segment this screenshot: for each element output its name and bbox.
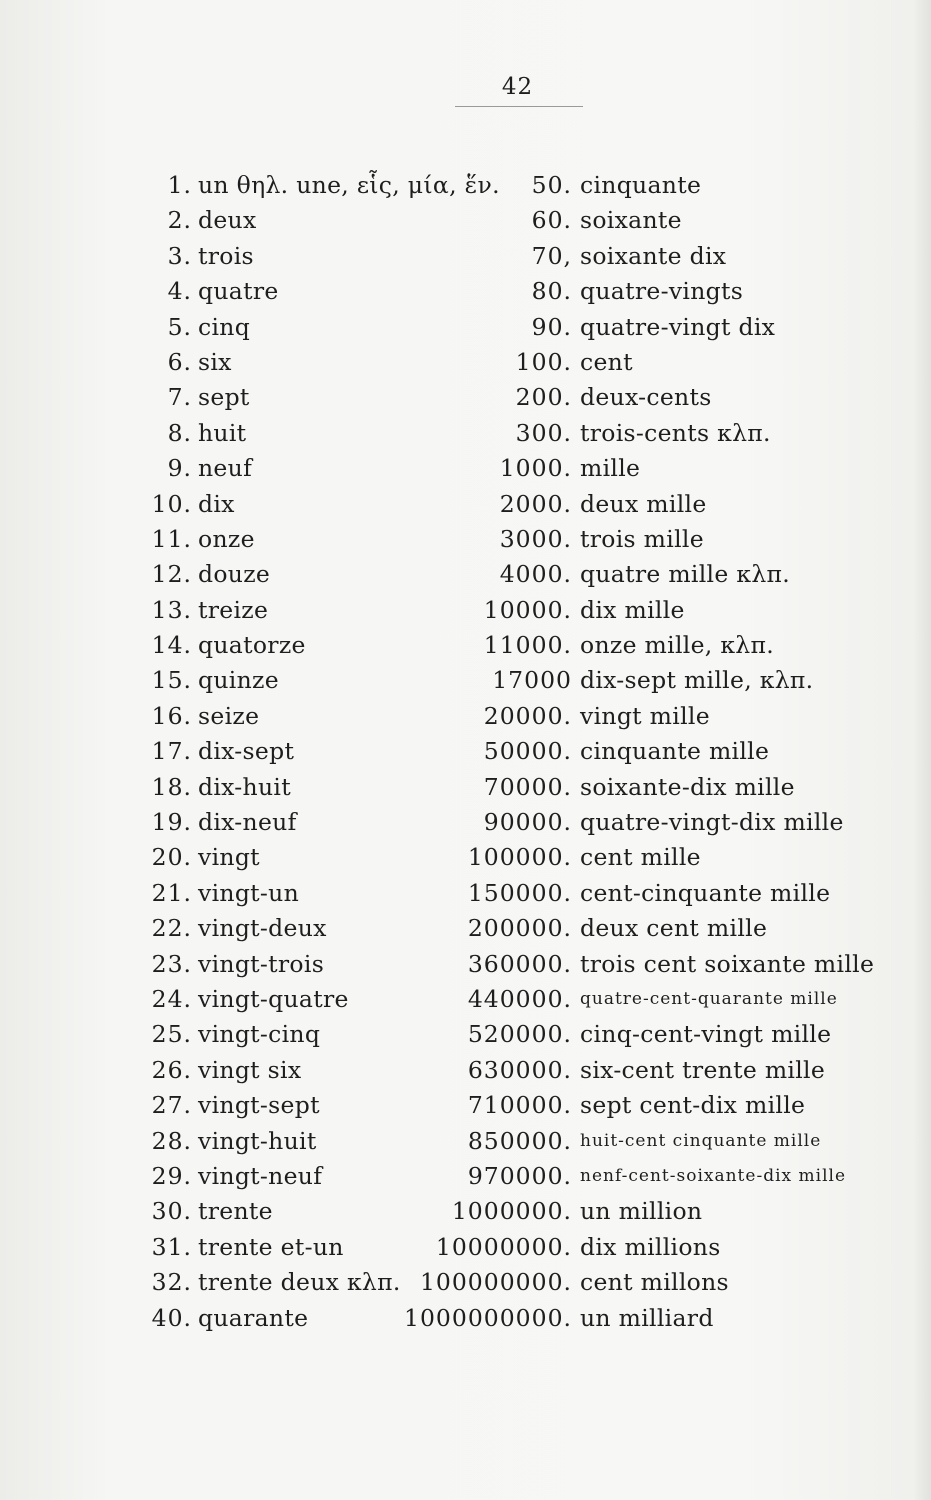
numeral: 13.	[151, 595, 192, 624]
number-word: trois mille	[580, 524, 704, 553]
number-word: treize	[198, 595, 269, 624]
numeral: 19.	[151, 808, 192, 837]
numeral: 100000.	[467, 843, 572, 872]
numeral: 9.	[167, 454, 192, 483]
numeral: 1.	[167, 171, 192, 199]
numeral: 10000000.	[435, 1232, 572, 1261]
number-entry	[390, 1230, 910, 1265]
numeral: 18.	[151, 772, 192, 801]
numeral: 17.	[151, 737, 192, 766]
number-word: dix millions	[580, 1232, 721, 1261]
numeral: 17000	[492, 666, 572, 695]
number-entry	[390, 310, 910, 345]
number-word: huit	[198, 418, 247, 447]
number-entry	[390, 699, 910, 734]
number-word: soixante dix	[580, 241, 727, 270]
numeral: 40.	[151, 1303, 192, 1332]
number-word: mille	[580, 454, 641, 483]
numeral: 520000.	[467, 1020, 572, 1049]
numeral: 710000.	[467, 1091, 572, 1120]
number-entry	[390, 274, 910, 309]
number-word: dix-sept	[198, 737, 295, 766]
number-word: vingt-quatre	[198, 984, 349, 1013]
number-word: sept	[198, 383, 250, 412]
number-word: quarante	[198, 1303, 309, 1332]
number-word: dix-sept mille, κλπ.	[580, 666, 814, 695]
number-word: vingt-huit	[198, 1126, 317, 1155]
number-entry	[390, 593, 910, 628]
numeral: 80.	[531, 277, 572, 306]
number-entry	[390, 487, 910, 522]
numeral: 4.	[167, 277, 192, 306]
page-number: 42	[501, 74, 534, 100]
numeral: 200.	[515, 383, 572, 412]
numeral: 630000.	[467, 1055, 572, 1084]
number-word: onze	[198, 524, 255, 553]
number-word: quatre-vingt dix	[580, 312, 776, 341]
number-word: dix-huit	[198, 772, 291, 801]
number-entry	[390, 168, 910, 203]
numeral: 29.	[151, 1161, 192, 1190]
number-word: dix mille	[580, 595, 685, 624]
number-word: quinze	[198, 666, 279, 695]
numeral: 150000.	[467, 878, 572, 907]
numeral: 25.	[151, 1020, 192, 1049]
number-word: douze	[198, 560, 271, 589]
numeral: 200000.	[467, 914, 572, 943]
numeral: 10000.	[483, 595, 572, 624]
number-entry	[390, 1194, 910, 1229]
number-entry	[390, 522, 910, 557]
number-entry	[390, 911, 910, 946]
number-word: quatre-cent-quarante mille	[580, 988, 838, 1009]
numeral: 27.	[151, 1091, 192, 1120]
number-word: onze mille, κλπ.	[580, 631, 775, 660]
number-entry	[390, 840, 910, 875]
number-word: cent-cinquante mille	[580, 878, 831, 907]
number-word: vingt-cinq	[198, 1020, 321, 1049]
number-word: trente	[198, 1197, 273, 1226]
number-entry	[390, 416, 910, 451]
number-word: quatre-vingts	[580, 277, 744, 306]
number-word: six	[198, 347, 232, 376]
number-word: cinq-cent-vingt mille	[580, 1020, 832, 1049]
number-word: vingt mille	[580, 701, 710, 730]
number-word: vingt six	[198, 1055, 302, 1084]
number-entry	[390, 1088, 910, 1123]
number-word: soixante	[580, 206, 682, 235]
numeral: 22.	[151, 914, 192, 943]
number-entry	[390, 345, 910, 380]
number-word: six-cent trente mille	[580, 1055, 826, 1084]
number-entry	[390, 1301, 910, 1336]
numeral: 60.	[531, 206, 572, 235]
number-word: cent millons	[580, 1268, 729, 1297]
number-word: trente et-un	[198, 1232, 344, 1261]
numeral: 30.	[151, 1197, 192, 1226]
numeral: 1000000.	[451, 1197, 572, 1226]
number-entry	[390, 947, 910, 982]
numeral: 6.	[167, 347, 192, 376]
number-entry	[390, 380, 910, 415]
numeral: 2000.	[499, 489, 572, 518]
numeral: 21.	[151, 878, 192, 907]
number-entry	[390, 982, 910, 1017]
number-entry	[390, 203, 910, 238]
number-entry	[390, 876, 910, 911]
number-word: deux mille	[580, 489, 707, 518]
numeral: 440000.	[467, 984, 572, 1013]
number-word: vingt-un	[198, 878, 300, 907]
numeral: 70000.	[483, 772, 572, 801]
number-word: un million	[580, 1197, 703, 1226]
number-word: vingt-neuf	[198, 1161, 323, 1190]
number-entry	[390, 239, 910, 274]
numeral: 850000.	[467, 1126, 572, 1155]
number-entry	[390, 1017, 910, 1052]
numeral: 50.	[531, 171, 572, 199]
numeral: 1000.	[499, 454, 572, 483]
header-rule	[455, 106, 583, 107]
numeral: 14.	[151, 631, 192, 660]
number-word: trois	[198, 241, 254, 270]
numeral: 12.	[151, 560, 192, 589]
number-entry	[390, 734, 910, 769]
numeral: 70,	[531, 241, 572, 270]
numeral: 1000000000.	[404, 1303, 572, 1332]
number-word: vingt-deux	[198, 914, 327, 943]
number-word: cinquante	[580, 171, 702, 199]
number-word: soixante-dix mille	[580, 772, 795, 801]
numeral: 26.	[151, 1055, 192, 1084]
numeral: 10.	[151, 489, 192, 518]
numeral: 90.	[531, 312, 572, 341]
number-word: quatre-vingt-dix mille	[580, 808, 844, 837]
numeral: 90000.	[483, 808, 572, 837]
numeral: 23.	[151, 949, 192, 978]
numeral: 3.	[167, 241, 192, 270]
number-entry	[390, 805, 910, 840]
number-word: trente deux κλπ.	[198, 1268, 401, 1297]
number-word: deux	[198, 206, 257, 235]
numeral: 3000.	[499, 524, 572, 553]
numeral: 100.	[515, 347, 572, 376]
number-word: sept cent-dix mille	[580, 1091, 806, 1120]
page-edge-shadow	[913, 0, 931, 1500]
number-word: nenf-cent-soixante-dix mille	[580, 1165, 846, 1186]
numeral: 20.	[151, 843, 192, 872]
numeral: 2.	[167, 206, 192, 235]
number-word: dix	[198, 489, 235, 518]
number-word: quatre	[198, 277, 279, 306]
number-word: trois-cents κλπ.	[580, 418, 771, 447]
number-word: dix-neuf	[198, 808, 297, 837]
number-word: vingt-sept	[198, 1091, 320, 1120]
numeral: 5.	[167, 312, 192, 341]
number-word: deux cent mille	[580, 914, 768, 943]
numeral: 8.	[167, 418, 192, 447]
number-entry	[390, 663, 910, 698]
number-entry	[390, 1159, 910, 1194]
numeral: 4000.	[499, 560, 572, 589]
number-word: quatre mille κλπ.	[580, 560, 791, 589]
number-entry	[390, 1053, 910, 1088]
number-word: un θηλ. une, εἷς, μία, ἕν.	[198, 171, 500, 199]
number-entry	[390, 628, 910, 663]
number-word: seize	[198, 701, 260, 730]
number-word: cinquante mille	[580, 737, 770, 766]
number-word: un milliard	[580, 1303, 714, 1332]
numeral: 24.	[151, 984, 192, 1013]
numeral: 360000.	[467, 949, 572, 978]
numeral: 300.	[515, 418, 572, 447]
number-entry	[390, 451, 910, 486]
numeral: 15.	[151, 666, 192, 695]
number-entry	[390, 770, 910, 805]
numeral: 11.	[151, 524, 192, 553]
right-number-column	[390, 168, 910, 1336]
number-word: vingt	[198, 843, 260, 872]
number-word: huit-cent cinquante mille	[580, 1130, 822, 1151]
number-word: cinq	[198, 312, 251, 341]
number-entry	[390, 1265, 910, 1300]
numeral: 32.	[151, 1268, 192, 1297]
numeral: 28.	[151, 1126, 192, 1155]
numeral: 100000000.	[419, 1268, 572, 1297]
numeral: 7.	[167, 383, 192, 412]
number-word: cent mille	[580, 843, 701, 872]
numeral: 970000.	[467, 1161, 572, 1190]
numeral: 11000.	[483, 631, 572, 660]
number-word: trois cent soixante mille	[580, 949, 875, 978]
number-word: vingt-trois	[198, 949, 325, 978]
number-word: neuf	[198, 454, 253, 483]
number-word: cent	[580, 347, 633, 376]
numeral: 50000.	[483, 737, 572, 766]
number-entry	[390, 1124, 910, 1159]
number-word: quatorze	[198, 631, 306, 660]
numeral: 20000.	[483, 701, 572, 730]
number-word: deux-cents	[580, 383, 712, 412]
numeral: 31.	[151, 1232, 192, 1261]
number-entry	[390, 557, 910, 592]
numeral: 16.	[151, 701, 192, 730]
